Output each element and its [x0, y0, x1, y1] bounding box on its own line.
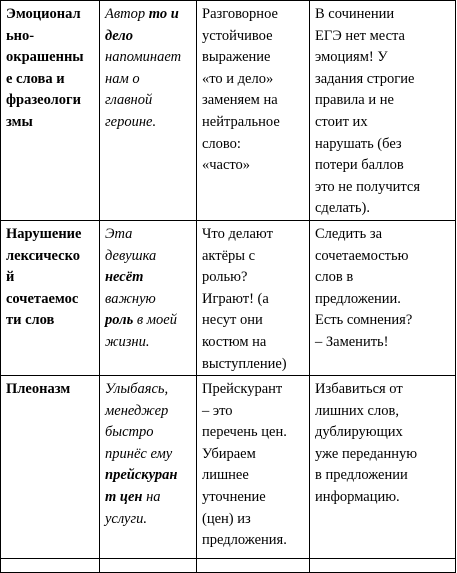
explanation-line: выступление) [202, 355, 287, 372]
example-segment: менеджер [105, 402, 169, 419]
advice-line: лишних слов, [315, 402, 399, 419]
example-segment: Эта [105, 225, 133, 242]
term-cell [1, 1, 100, 221]
example-line [105, 465, 191, 487]
explanation-line: нейтральное [202, 113, 280, 130]
example-cell [100, 220, 197, 375]
example-segment: несёт [105, 269, 144, 286]
explanation-line: «то и дело» [202, 70, 274, 87]
example-segment: важную [105, 290, 156, 307]
explanation-line: выражение [202, 49, 271, 66]
advice-line: сочетаемостью [315, 247, 409, 264]
table-row [1, 376, 456, 559]
advice-line: предложении. [315, 290, 401, 307]
example-line [105, 26, 191, 48]
example-line [105, 332, 191, 354]
explanation-line: заменяем на [202, 92, 278, 109]
example-line [105, 379, 191, 401]
explanation-line: Убираем [202, 445, 256, 462]
example-line [105, 289, 191, 311]
example-line [105, 112, 191, 134]
explanation-line: слово: [202, 135, 241, 152]
explanation-line: «часто» [202, 157, 251, 174]
example-line [105, 487, 191, 509]
advice-line: Есть сомнения? [315, 312, 413, 329]
empty-cell [1, 559, 100, 573]
explanation-cell [197, 376, 310, 559]
explanation-line: (цен) из [202, 510, 251, 527]
empty-cell [310, 559, 456, 573]
example-line [105, 444, 191, 466]
term-line: ти слов [6, 312, 55, 329]
term-line: Плеоназм [6, 381, 71, 398]
example-line [105, 401, 191, 423]
example-segment: быстро [105, 424, 154, 441]
table-row-partial [1, 559, 456, 573]
empty-cell [197, 559, 310, 573]
term-line: змы [6, 113, 33, 130]
explanation-line: Разговорное [202, 6, 278, 22]
explanation-line: перечень цен. [202, 424, 287, 441]
explanation-cell [197, 220, 310, 375]
advice-line: нарушать (без [315, 135, 402, 152]
example-segment: Автор [105, 6, 149, 22]
example-segment: нам о [105, 70, 140, 87]
example-line [105, 69, 191, 91]
table-row [1, 1, 456, 221]
explanation-line: Что делают [202, 225, 273, 242]
example-segment: принёс ему [105, 445, 173, 462]
explanation-line: Играют! (а [202, 290, 269, 307]
example-line [105, 422, 191, 444]
advice-line: стоит их [315, 113, 368, 130]
explanation-line: уточнение [202, 489, 266, 506]
explanation-line: актёры с [202, 247, 256, 264]
advice-line: – Заменить! [315, 333, 389, 350]
example-segment: в моей [133, 312, 177, 329]
term-line: ьно- [6, 27, 35, 44]
example-segment: напоминает [105, 49, 182, 66]
example-line [105, 47, 191, 69]
table-row [1, 220, 456, 375]
advice-line: эмоциям! У [315, 49, 388, 66]
example-segment: роль [105, 312, 134, 329]
advice-line: Избавиться от [315, 381, 403, 398]
term-cell [1, 220, 100, 375]
advice-line: ЕГЭ нет места [315, 27, 405, 44]
explanation-line: лишнее [202, 467, 249, 484]
advice-line: потери баллов [315, 157, 404, 174]
advice-line: слов в [315, 269, 354, 286]
example-segment: то и [148, 6, 179, 22]
example-cell [100, 376, 197, 559]
example-line [105, 509, 191, 531]
advice-line: сделать). [315, 200, 370, 217]
term-cell [1, 376, 100, 559]
explanation-line: – это [202, 402, 233, 419]
example-segment: на [142, 489, 161, 506]
example-line [105, 267, 191, 289]
term-line: е слова и [6, 70, 65, 87]
advice-cell [310, 376, 456, 559]
explanation-line: несут они [202, 312, 263, 329]
example-segment: героине. [105, 113, 157, 130]
advice-cell [310, 220, 456, 375]
explanation-line: Прейскурант [202, 381, 283, 398]
example-segment: дело [105, 27, 133, 44]
explanation-line: предложения. [202, 532, 287, 549]
term-line: окрашенны [6, 49, 84, 66]
example-segment: главной [105, 92, 153, 109]
example-segment: прейскуран [105, 467, 178, 484]
term-line: лексическо [6, 247, 80, 264]
term-line: й [6, 269, 15, 286]
example-line [105, 90, 191, 112]
example-cell [100, 1, 197, 221]
term-line: сочетаемос [6, 290, 79, 307]
advice-line: в предложении [315, 467, 408, 484]
example-segment: т цен [105, 489, 143, 506]
example-line [105, 310, 191, 332]
advice-line: Следить за [315, 225, 383, 242]
example-line [105, 246, 191, 268]
advice-line: информацию. [315, 489, 400, 506]
advice-cell [310, 1, 456, 221]
explanation-line: устойчивое [202, 27, 273, 44]
term-line: фразеологи [6, 92, 81, 109]
advice-line: В сочинении [315, 6, 395, 22]
example-segment: жизни. [105, 333, 150, 350]
explanation-line: костюм на [202, 333, 267, 350]
example-segment: услуги. [105, 510, 147, 527]
advice-line: уже переданную [315, 445, 418, 462]
example-line [105, 4, 191, 26]
explanation-line: ролью? [202, 269, 248, 286]
advice-line: это не получится [315, 178, 421, 195]
example-segment: девушка [105, 247, 157, 264]
example-line [105, 224, 191, 246]
advice-line: дублирующих [315, 424, 403, 441]
empty-cell [100, 559, 197, 573]
advice-line: задания строгие [315, 70, 415, 87]
explanation-cell [197, 1, 310, 221]
term-line: Нарушение [6, 225, 82, 242]
advice-line: правила и не [315, 92, 394, 109]
term-line: Эмоционал [6, 6, 81, 22]
example-segment: Улыбаясь, [105, 381, 169, 398]
